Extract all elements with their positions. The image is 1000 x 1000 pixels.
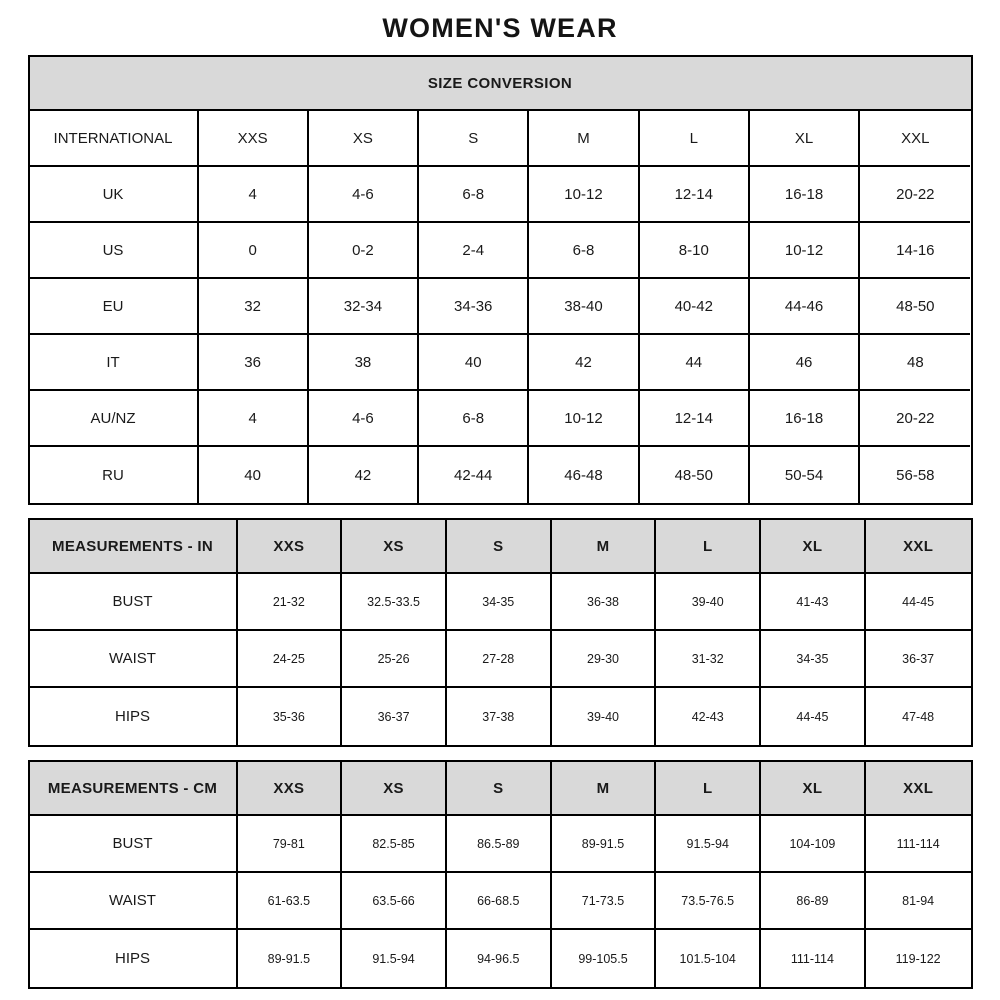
table-cell: 34-35 [447,574,552,631]
row-label: UK [30,167,199,223]
table-cell: 82.5-85 [342,816,447,873]
table-cell: 44-46 [750,279,860,335]
table-cell: 89-91.5 [238,930,343,987]
row-label: HIPS [30,930,238,987]
table-cell: 6-8 [529,223,639,279]
column-header: S [447,762,552,816]
table-cell: 20-22 [860,167,970,223]
table-cell: 32.5-33.5 [342,574,447,631]
row-label: HIPS [30,688,238,745]
column-header: L [656,520,761,574]
column-header: XXL [860,111,970,167]
column-header: XXS [199,111,309,167]
table-cell: 79-81 [238,816,343,873]
table-cell: 39-40 [552,688,657,745]
table-cell: 89-91.5 [552,816,657,873]
table-cell: 35-36 [238,688,343,745]
table-cell: 27-28 [447,631,552,688]
measurements-in-grid [30,520,971,745]
table-cell: 37-38 [447,688,552,745]
row-label: WAIST [30,873,238,930]
table-cell: 0 [199,223,309,279]
table-cell: 29-30 [552,631,657,688]
table-cell: 40 [419,335,529,391]
table-cell: 21-32 [238,574,343,631]
measurements-cm-table [28,760,973,989]
page-title: WOMEN'S WEAR [382,13,618,43]
size-conversion-table [28,55,973,505]
table-cell: 91.5-94 [656,816,761,873]
table-cell: 48-50 [860,279,970,335]
table-cell: 8-10 [640,223,750,279]
column-header: S [447,520,552,574]
table-cell: 25-26 [342,631,447,688]
column-header: L [656,762,761,816]
column-header: XXS [238,520,343,574]
table-cell: 73.5-76.5 [656,873,761,930]
table-cell: 32 [199,279,309,335]
column-header: XL [761,520,866,574]
table-cell: 36-38 [552,574,657,631]
column-header: S [419,111,529,167]
table-cell: 32-34 [309,279,419,335]
table-cell: 24-25 [238,631,343,688]
measurements-in-table [28,518,973,747]
column-header: XS [342,762,447,816]
table-cell: 41-43 [761,574,866,631]
table-cell: 10-12 [529,391,639,447]
table-cell: 86-89 [761,873,866,930]
table-cell: 31-32 [656,631,761,688]
table-cell: 6-8 [419,391,529,447]
table-cell: 4 [199,167,309,223]
table-cell: 10-12 [529,167,639,223]
table-cell: 50-54 [750,447,860,503]
column-header: XS [342,520,447,574]
table-cell: 111-114 [866,816,971,873]
table-cell: 104-109 [761,816,866,873]
table-cell: 71-73.5 [552,873,657,930]
table-cell: 6-8 [419,167,529,223]
table-cell: 38-40 [529,279,639,335]
column-header: XXL [866,520,971,574]
table-cell: 42-44 [419,447,529,503]
table-cell: 16-18 [750,391,860,447]
table-cell: 42 [529,335,639,391]
table-cell: 12-14 [640,391,750,447]
column-header: XXL [866,762,971,816]
table-cell: 91.5-94 [342,930,447,987]
measurements-cm-grid [30,762,971,987]
table-cell: 42-43 [656,688,761,745]
table-cell: 14-16 [860,223,970,279]
table-cell: 47-48 [866,688,971,745]
row-label: BUST [30,574,238,631]
corner-header: INTERNATIONAL [30,111,199,167]
table-cell: 63.5-66 [342,873,447,930]
table-cell: 86.5-89 [447,816,552,873]
table-cell: 44 [640,335,750,391]
size-conversion-header: SIZE CONVERSION [30,57,971,111]
size-conversion-grid [30,111,971,503]
table-cell: 4-6 [309,167,419,223]
table-cell: 48-50 [640,447,750,503]
table-cell: 4 [199,391,309,447]
table-cell: 16-18 [750,167,860,223]
corner-header: MEASUREMENTS - CM [30,762,238,816]
table-cell: 46 [750,335,860,391]
table-cell: 2-4 [419,223,529,279]
table-cell: 61-63.5 [238,873,343,930]
row-label: BUST [30,816,238,873]
row-label: WAIST [30,631,238,688]
table-cell: 56-58 [860,447,970,503]
table-cell: 40 [199,447,309,503]
table-cell: 36-37 [866,631,971,688]
table-cell: 39-40 [656,574,761,631]
table-cell: 94-96.5 [447,930,552,987]
table-cell: 4-6 [309,391,419,447]
table-cell: 48 [860,335,970,391]
column-header: M [529,111,639,167]
row-label: EU [30,279,199,335]
table-cell: 44-45 [761,688,866,745]
table-cell: 20-22 [860,391,970,447]
row-label: IT [30,335,199,391]
table-cell: 66-68.5 [447,873,552,930]
row-label: AU/NZ [30,391,199,447]
table-cell: 34-35 [761,631,866,688]
column-header: XL [761,762,866,816]
table-cell: 34-36 [419,279,529,335]
table-cell: 36 [199,335,309,391]
table-cell: 44-45 [866,574,971,631]
table-cell: 40-42 [640,279,750,335]
corner-header: MEASUREMENTS - IN [30,520,238,574]
table-cell: 99-105.5 [552,930,657,987]
column-header: XL [750,111,860,167]
column-header: L [640,111,750,167]
table-cell: 0-2 [309,223,419,279]
table-cell: 38 [309,335,419,391]
column-header: M [552,520,657,574]
table-cell: 119-122 [866,930,971,987]
table-cell: 10-12 [750,223,860,279]
row-label: US [30,223,199,279]
table-cell: 12-14 [640,167,750,223]
column-header: XXS [238,762,343,816]
column-header: M [552,762,657,816]
column-header: XS [309,111,419,167]
table-cell: 81-94 [866,873,971,930]
table-cell: 42 [309,447,419,503]
table-cell: 46-48 [529,447,639,503]
row-label: RU [30,447,199,503]
table-cell: 101.5-104 [656,930,761,987]
table-cell: 36-37 [342,688,447,745]
table-cell: 111-114 [761,930,866,987]
